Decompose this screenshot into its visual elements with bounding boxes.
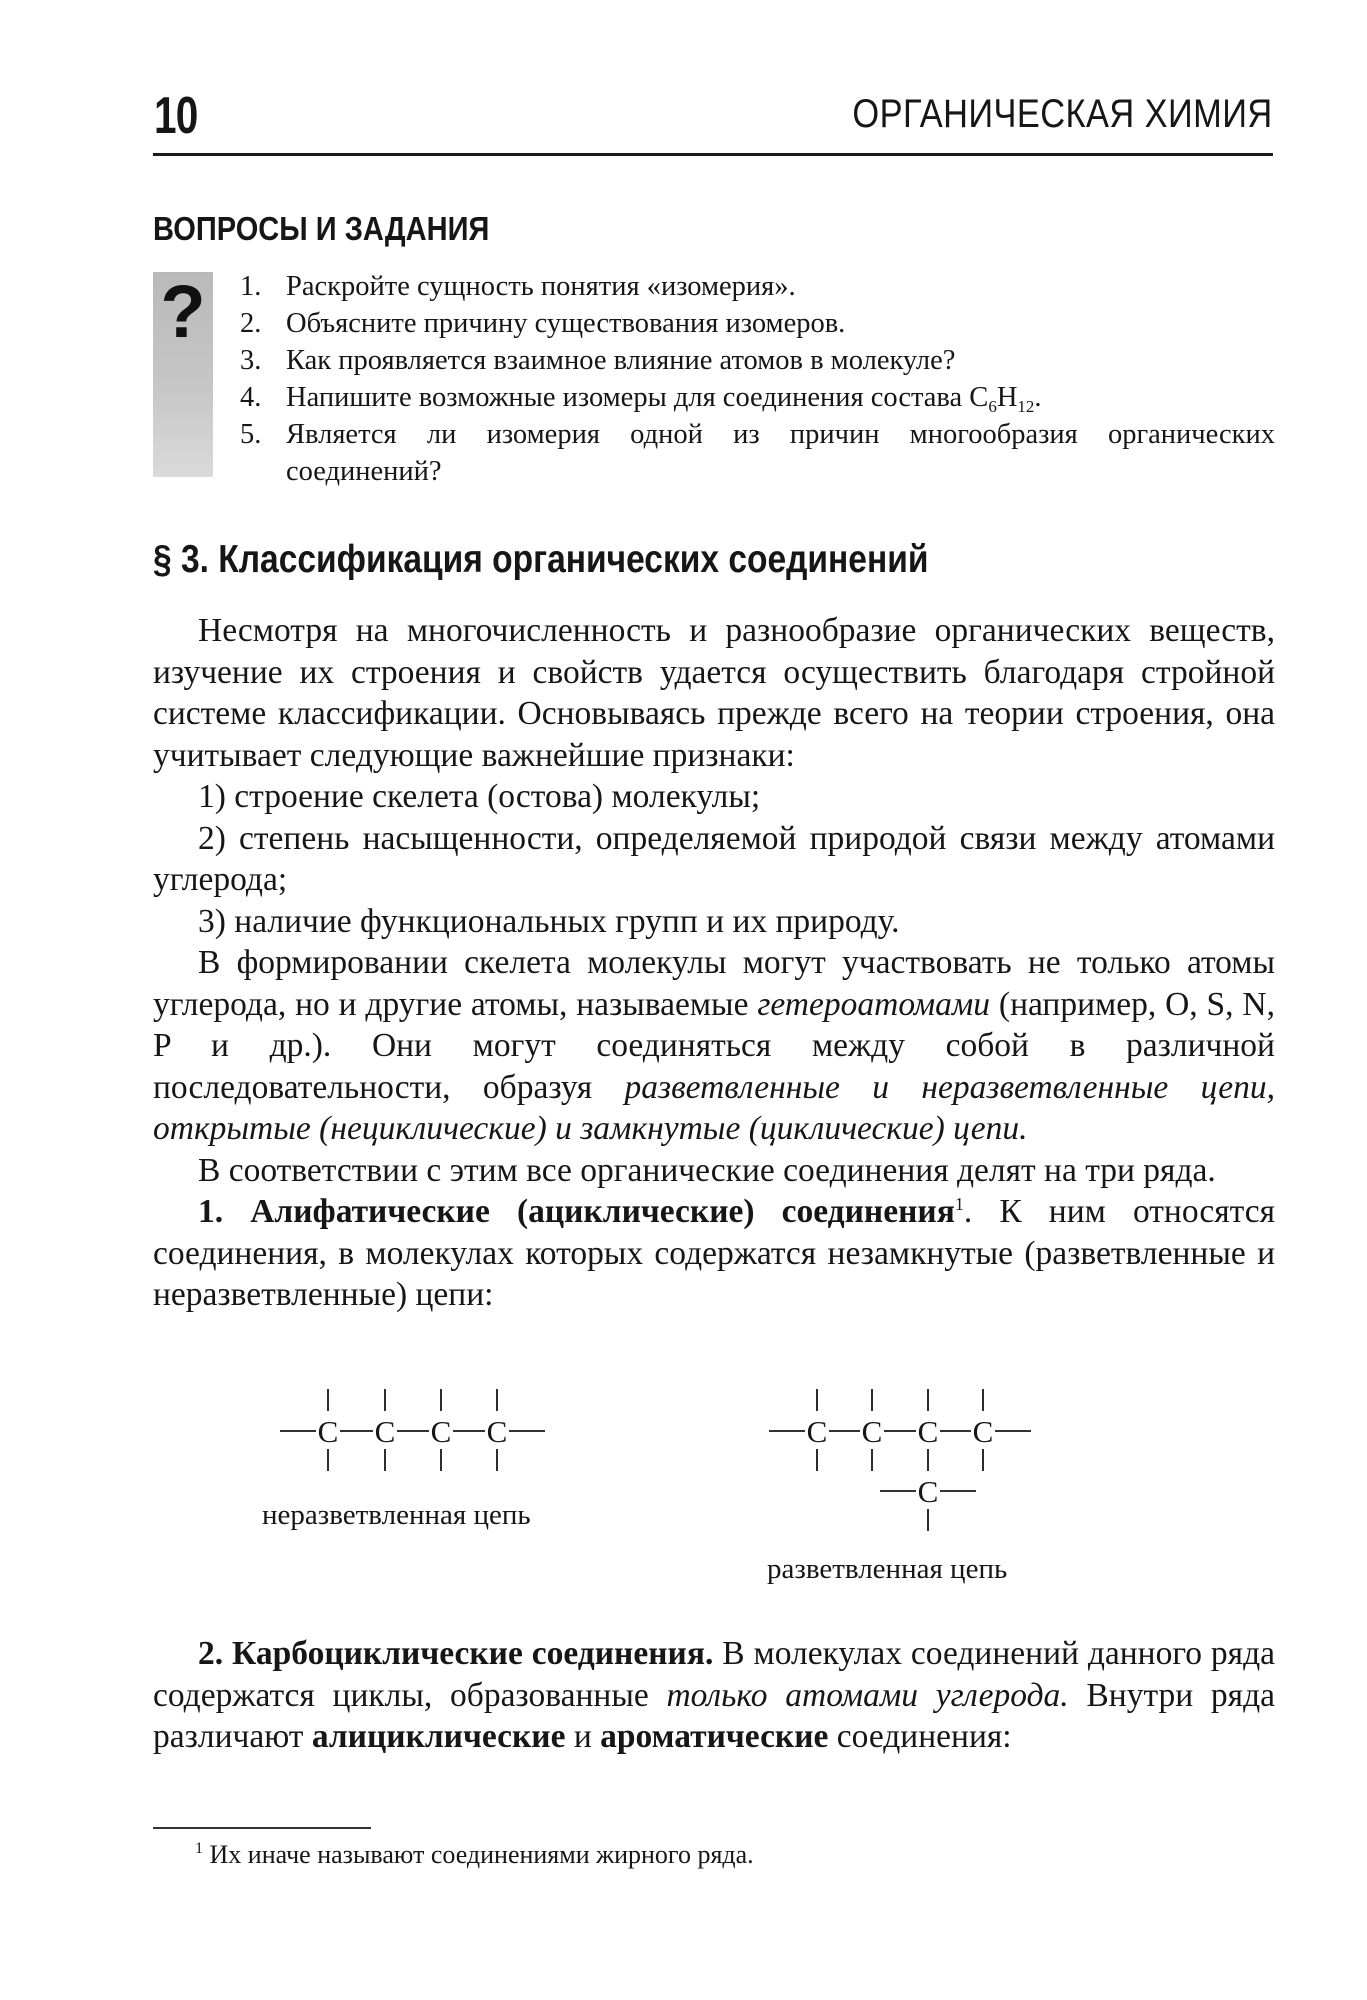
carbon-atom: C bbox=[430, 1414, 452, 1449]
text-run: В формировании скелета молекулы могут участвовать не только атомы углерода, но и другие атомы, называемые bbox=[153, 944, 1275, 1023]
rows-paragraph: В соответствии с этим все органические соединения делят на три ряда. bbox=[198, 1151, 1216, 1189]
page-number: 10 bbox=[154, 87, 198, 145]
branched-chain-diagram bbox=[769, 1389, 1031, 1531]
emphasis-chains: разветвленные и неразветвленные цепи, открытые (нециклические) и замкнутые (циклические) цепи. bbox=[153, 1068, 1275, 1147]
unbranched-chain-caption: неразветвленная цепь bbox=[262, 1499, 531, 1531]
questions-list bbox=[240, 268, 1275, 490]
branched-chain-caption: разветвленная цепь bbox=[767, 1553, 1008, 1585]
question-number: 2. bbox=[240, 308, 262, 339]
carbon-atom: C bbox=[806, 1414, 828, 1449]
text-run: В молекулах соединений данного ряда содержатся циклы, образованные bbox=[153, 1635, 1276, 1714]
skeleton-paragraph bbox=[153, 942, 1275, 1150]
footnote-mark: 1 bbox=[195, 1840, 203, 1857]
question-text: Раскройте сущность понятия «изомерия». bbox=[286, 271, 796, 302]
criterion-item: 3) наличие функциональных групп и их природу. bbox=[198, 902, 900, 940]
footnote-text: Их иначе называют соединениями жирного ряда. bbox=[209, 1840, 754, 1869]
emphasis-carbon-only: только атомами углерода. bbox=[666, 1676, 1069, 1714]
formula-subscript: 12 bbox=[1017, 397, 1035, 416]
question-text-part: . bbox=[1034, 382, 1042, 413]
text-run: Внутри ряда различают bbox=[153, 1676, 1275, 1755]
carbon-atom: C bbox=[861, 1414, 883, 1449]
unbranched-chain-diagram bbox=[280, 1389, 545, 1471]
section-body bbox=[153, 610, 1275, 1316]
footnote-ref: 1 bbox=[954, 1194, 964, 1214]
carbon-atom: C bbox=[374, 1414, 396, 1449]
question-item bbox=[240, 416, 1275, 490]
term-heteroatoms: гетероатомами bbox=[757, 985, 991, 1023]
question-item bbox=[240, 305, 1275, 342]
question-number: 1. bbox=[240, 271, 262, 302]
question-item bbox=[240, 379, 1275, 416]
question-item bbox=[240, 268, 1275, 305]
formula-element: H bbox=[996, 382, 1018, 413]
section-title: § 3. Классификация органических соединений bbox=[153, 538, 929, 581]
header-rule bbox=[153, 153, 1273, 156]
carbon-atom: C bbox=[972, 1414, 994, 1449]
question-text-part: Напишите возможные изомеры для соединения состава C bbox=[286, 382, 989, 413]
question-text bbox=[286, 379, 1275, 416]
text-run: . К ним относятся соединения, в молекулах которых содержатся незамкнутые (разветвленные и неразветвленные) цепи: bbox=[153, 1193, 1276, 1313]
question-item bbox=[240, 342, 1275, 379]
carbocyclic-title: 2. Карбоциклические соединения. bbox=[198, 1635, 714, 1672]
aliphatic-paragraph bbox=[153, 1191, 1275, 1316]
question-number: 4. bbox=[240, 382, 262, 413]
footnote bbox=[195, 1838, 754, 1872]
term-aromatic: ароматические bbox=[600, 1718, 829, 1755]
text-run: соединения: bbox=[828, 1718, 1012, 1755]
running-title: ОРГАНИЧЕСКАЯ ХИМИЯ bbox=[852, 92, 1273, 136]
footnote-rule bbox=[153, 1827, 371, 1829]
criterion-item: 2) степень насыщенности, определяемой природой связи между атомами углерода; bbox=[153, 819, 1275, 898]
aliphatic-title: 1. Алифатические (ациклические) соединения bbox=[198, 1193, 955, 1230]
carbocyclic-paragraph bbox=[153, 1633, 1275, 1758]
term-alicyclic: алициклические bbox=[311, 1718, 566, 1755]
text-run: (например, O, S, N, P и др.). Они могут соединяться между собой в различной последовательности, образуя bbox=[153, 985, 1275, 1106]
question-number: 3. bbox=[240, 345, 262, 376]
question-text: Является ли изомерия одной из причин многообразия органических соединений? bbox=[286, 419, 1275, 487]
section-body-continued bbox=[153, 1633, 1275, 1758]
text-run: и bbox=[565, 1718, 601, 1755]
intro-paragraph: Несмотря на многочисленность и разнообразие органических веществ, изучение их строения и свойств удается осуществить благодаря стройной системе классификации. Основываясь прежде всего на теории строения, она учитывает следующие важнейшие признаки: bbox=[153, 612, 1275, 774]
questions-heading: ВОПРОСЫ И ЗАДАНИЯ bbox=[153, 210, 490, 247]
criterion-item: 1) строение скелета (остова) молекулы; bbox=[198, 778, 761, 815]
question-number: 5. bbox=[240, 419, 262, 450]
carbon-atom: C bbox=[486, 1414, 508, 1449]
question-text: Объясните причину существования изомеров. bbox=[286, 308, 846, 339]
carbon-atom: C bbox=[317, 1414, 339, 1449]
question-text: Как проявляется взаимное влияние атомов в молекуле? bbox=[286, 345, 956, 376]
question-mark-icon: ? bbox=[160, 270, 206, 353]
carbon-atom: C bbox=[917, 1474, 939, 1509]
carbon-atom: C bbox=[917, 1414, 939, 1449]
formula-subscript: 6 bbox=[988, 397, 997, 416]
